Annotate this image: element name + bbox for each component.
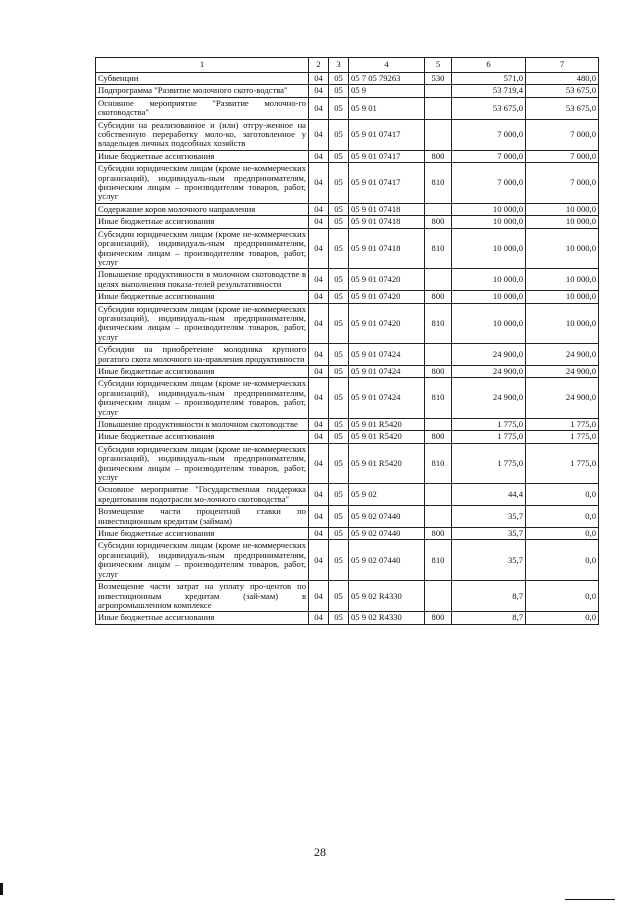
amount-cell: 1 775,0 [526, 419, 599, 431]
section-code-cell: 04 [309, 528, 329, 540]
subsection-code-cell: 05 [329, 228, 349, 269]
target-article-cell: 05 9 01 07418 [349, 216, 425, 228]
table-row [96, 291, 599, 303]
column-header: 4 [349, 58, 425, 73]
row-name-cell: Иные бюджетные ассигнования [96, 150, 309, 162]
expense-type-cell [425, 581, 452, 612]
expense-type-cell [425, 344, 452, 366]
row-name-cell: Иные бюджетные ассигнования [96, 291, 309, 303]
table-row [96, 216, 599, 228]
subsection-code-cell: 05 [329, 581, 349, 612]
expense-type-cell [425, 506, 452, 528]
subsection-code-cell: 05 [329, 528, 349, 540]
row-name-cell: Основное мероприятие "Развитие молочно-го скотоводства" [96, 97, 309, 119]
amount-cell: 10 000,0 [452, 291, 526, 303]
target-article-cell: 05 9 01 07424 [349, 365, 425, 377]
target-article-cell: 05 9 01 [349, 97, 425, 119]
amount-cell: 1 775,0 [452, 443, 526, 484]
amount-cell: 53 675,0 [452, 97, 526, 119]
target-article-cell: 05 9 01 07424 [349, 344, 425, 366]
row-name-cell: Возмещение части затрат на уплату про-центов по инвестиционным кредитам (зай-мам) в агропромышленном комплексе [96, 581, 309, 612]
target-article-cell: 05 9 01 R5420 [349, 431, 425, 443]
subsection-code-cell: 05 [329, 73, 349, 85]
amount-cell: 35,7 [452, 506, 526, 528]
section-code-cell: 04 [309, 269, 329, 291]
amount-cell: 24 900,0 [452, 365, 526, 377]
subsection-code-cell: 05 [329, 365, 349, 377]
subsection-code-cell: 05 [329, 291, 349, 303]
subsection-code-cell: 05 [329, 216, 349, 228]
target-article-cell: 05 9 01 R5420 [349, 443, 425, 484]
table-row [96, 540, 599, 581]
row-name-cell: Содержание коров молочного направления [96, 203, 309, 215]
column-header: 2 [309, 58, 329, 73]
target-article-cell: 05 9 02 07440 [349, 528, 425, 540]
table-row [96, 163, 599, 204]
section-code-cell: 04 [309, 97, 329, 119]
amount-cell: 7 000,0 [452, 163, 526, 204]
expense-type-cell: 800 [425, 291, 452, 303]
subsection-code-cell: 05 [329, 419, 349, 431]
amount-cell: 35,7 [452, 540, 526, 581]
table-row [96, 443, 599, 484]
subsection-code-cell: 05 [329, 506, 349, 528]
amount-cell: 0,0 [526, 581, 599, 612]
expense-type-cell [425, 119, 452, 150]
table-row [96, 378, 599, 419]
row-name-cell: Подпрограмма "Развитие молочного ското-водства" [96, 85, 309, 97]
amount-cell: 53 675,0 [526, 97, 599, 119]
expense-type-cell [425, 97, 452, 119]
target-article-cell: 05 9 01 07417 [349, 163, 425, 204]
amount-cell: 1 775,0 [526, 443, 599, 484]
column-header: 6 [452, 58, 526, 73]
row-name-cell: Субсидии юридическим лицам (кроме не-коммерческих организаций), индивидуаль-ным предпринимателям, физическим лицам – производителям товаров, работ, услуг [96, 303, 309, 344]
amount-cell: 10 000,0 [526, 203, 599, 215]
expense-type-cell: 800 [425, 216, 452, 228]
row-name-cell: Субсидии юридическим лицам (кроме не-коммерческих организаций), индивидуаль-ным предпринимателям, физическим лицам – производителям товаров, работ, услуг [96, 228, 309, 269]
subsection-code-cell: 05 [329, 612, 349, 624]
section-code-cell: 04 [309, 303, 329, 344]
table-row [96, 612, 599, 624]
expense-type-cell: 800 [425, 528, 452, 540]
amount-cell: 1 775,0 [452, 431, 526, 443]
target-article-cell: 05 9 02 [349, 484, 425, 506]
section-code-cell: 04 [309, 344, 329, 366]
amount-cell: 1 775,0 [452, 419, 526, 431]
amount-cell: 0,0 [526, 528, 599, 540]
amount-cell: 10 000,0 [526, 303, 599, 344]
page-number: 28 [314, 845, 326, 859]
amount-cell: 8,7 [452, 581, 526, 612]
subsection-code-cell: 05 [329, 119, 349, 150]
row-name-cell: Субсидии юридическим лицам (кроме не-коммерческих организаций), индивидуаль-ным предпринимателям, физическим лицам – производителям товаров, работ, услуг [96, 378, 309, 419]
amount-cell: 1 775,0 [526, 431, 599, 443]
row-name-cell: Возмещение части процентной ставки по инвестиционным кредитам (займам) [96, 506, 309, 528]
amount-cell: 24 900,0 [452, 378, 526, 419]
target-article-cell: 05 9 02 R4330 [349, 581, 425, 612]
subsection-code-cell: 05 [329, 344, 349, 366]
subsection-code-cell: 05 [329, 150, 349, 162]
subsection-code-cell: 05 [329, 484, 349, 506]
target-article-cell: 05 9 01 07418 [349, 228, 425, 269]
table-row [96, 203, 599, 215]
scan-edge-mark [0, 883, 3, 895]
row-name-cell: Субсидии юридическим лицам (кроме не-коммерческих организаций), индивидуаль-ным предпринимателям, физическим лицам – производителям товаров, работ, услуг [96, 163, 309, 204]
subsection-code-cell: 05 [329, 431, 349, 443]
column-header: 5 [425, 58, 452, 73]
target-article-cell: 05 7 05 79263 [349, 73, 425, 85]
amount-cell: 7 000,0 [526, 119, 599, 150]
row-name-cell: Повышение продуктивности в молочном скотоводстве в целях выполнения показа-телей результативности [96, 269, 309, 291]
section-code-cell: 04 [309, 484, 329, 506]
amount-cell: 53 675,0 [526, 85, 599, 97]
section-code-cell: 04 [309, 581, 329, 612]
section-code-cell: 04 [309, 506, 329, 528]
expense-type-cell: 800 [425, 365, 452, 377]
table-row [96, 419, 599, 431]
amount-cell: 35,7 [452, 528, 526, 540]
section-code-cell: 04 [309, 119, 329, 150]
target-article-cell: 05 9 01 07418 [349, 203, 425, 215]
expense-type-cell: 800 [425, 431, 452, 443]
row-name-cell: Иные бюджетные ассигнования [96, 365, 309, 377]
expense-type-cell [425, 269, 452, 291]
subsection-code-cell: 05 [329, 97, 349, 119]
target-article-cell: 05 9 [349, 85, 425, 97]
column-header: 3 [329, 58, 349, 73]
target-article-cell: 05 9 01 07417 [349, 119, 425, 150]
expense-type-cell: 530 [425, 73, 452, 85]
section-code-cell: 04 [309, 73, 329, 85]
section-code-cell: 04 [309, 228, 329, 269]
amount-cell: 24 900,0 [526, 365, 599, 377]
budget-table [95, 57, 599, 625]
row-name-cell: Субвенции [96, 73, 309, 85]
target-article-cell: 05 9 01 07420 [349, 303, 425, 344]
amount-cell: 24 900,0 [452, 344, 526, 366]
table-row [96, 119, 599, 150]
table-row [96, 228, 599, 269]
amount-cell: 7 000,0 [526, 150, 599, 162]
target-article-cell: 05 9 01 R5420 [349, 419, 425, 431]
amount-cell: 10 000,0 [526, 228, 599, 269]
expense-type-cell [425, 85, 452, 97]
expense-type-cell: 800 [425, 150, 452, 162]
expense-type-cell [425, 419, 452, 431]
amount-cell: 10 000,0 [452, 203, 526, 215]
section-code-cell: 04 [309, 419, 329, 431]
table-row [96, 73, 599, 85]
table-header-row [96, 58, 599, 73]
amount-cell: 10 000,0 [452, 303, 526, 344]
column-header: 7 [526, 58, 599, 73]
amount-cell: 480,0 [526, 73, 599, 85]
subsection-code-cell: 05 [329, 203, 349, 215]
row-name-cell: Иные бюджетные ассигнования [96, 528, 309, 540]
expense-type-cell: 810 [425, 303, 452, 344]
table-row [96, 150, 599, 162]
table-row [96, 85, 599, 97]
row-name-cell: Субсидии на приобретение молодняка крупного рогатого скота молочного на-правления продуктивности [96, 344, 309, 366]
table-row [96, 484, 599, 506]
row-name-cell: Основное мероприятие "Государственная поддержка кредитования подотрасли мо-лочного скотоводства" [96, 484, 309, 506]
subsection-code-cell: 05 [329, 85, 349, 97]
amount-cell: 44,4 [452, 484, 526, 506]
row-name-cell: Субсидии юридическим лицам (кроме не-коммерческих организаций), индивидуаль-ным предпринимателям, физическим лицам – производителям товаров, работ, услуг [96, 443, 309, 484]
section-code-cell: 04 [309, 365, 329, 377]
row-name-cell: Иные бюджетные ассигнования [96, 431, 309, 443]
section-code-cell: 04 [309, 163, 329, 204]
table-row [96, 97, 599, 119]
expense-type-cell: 810 [425, 540, 452, 581]
row-name-cell: Субсидии на реализованное и (или) отгру-женное на собственную переработку моло-ко, заготовленное у владельцев личных подсобных хозяйств [96, 119, 309, 150]
amount-cell: 571,0 [452, 73, 526, 85]
row-name-cell: Повышение продуктивности в молочном скотоводстве [96, 419, 309, 431]
section-code-cell: 04 [309, 612, 329, 624]
target-article-cell: 05 9 01 07420 [349, 291, 425, 303]
amount-cell: 10 000,0 [526, 216, 599, 228]
expense-type-cell: 810 [425, 443, 452, 484]
footer-rule [565, 899, 615, 900]
target-article-cell: 05 9 01 07417 [349, 150, 425, 162]
amount-cell: 24 900,0 [526, 378, 599, 419]
amount-cell: 0,0 [526, 484, 599, 506]
target-article-cell: 05 9 02 07440 [349, 540, 425, 581]
column-header: 1 [96, 58, 309, 73]
section-code-cell: 04 [309, 540, 329, 581]
amount-cell: 24 900,0 [526, 344, 599, 366]
section-code-cell: 04 [309, 203, 329, 215]
amount-cell: 7 000,0 [452, 150, 526, 162]
table-row [96, 269, 599, 291]
amount-cell: 10 000,0 [452, 216, 526, 228]
amount-cell: 10 000,0 [452, 228, 526, 269]
subsection-code-cell: 05 [329, 303, 349, 344]
section-code-cell: 04 [309, 85, 329, 97]
amount-cell: 7 000,0 [452, 119, 526, 150]
expense-type-cell: 810 [425, 163, 452, 204]
table-row [96, 365, 599, 377]
table-row [96, 581, 599, 612]
amount-cell: 7 000,0 [526, 163, 599, 204]
amount-cell: 8,7 [452, 612, 526, 624]
expense-type-cell: 800 [425, 612, 452, 624]
amount-cell: 0,0 [526, 612, 599, 624]
row-name-cell: Иные бюджетные ассигнования [96, 216, 309, 228]
expense-type-cell: 810 [425, 228, 452, 269]
subsection-code-cell: 05 [329, 163, 349, 204]
amount-cell: 10 000,0 [526, 291, 599, 303]
section-code-cell: 04 [309, 431, 329, 443]
table-row [96, 506, 599, 528]
section-code-cell: 04 [309, 216, 329, 228]
document-page [95, 57, 598, 625]
amount-cell: 10 000,0 [526, 269, 599, 291]
amount-cell: 0,0 [526, 506, 599, 528]
amount-cell: 10 000,0 [452, 269, 526, 291]
subsection-code-cell: 05 [329, 443, 349, 484]
section-code-cell: 04 [309, 291, 329, 303]
table-row [96, 303, 599, 344]
subsection-code-cell: 05 [329, 540, 349, 581]
amount-cell: 53 719,4 [452, 85, 526, 97]
table-row [96, 431, 599, 443]
expense-type-cell: 810 [425, 378, 452, 419]
section-code-cell: 04 [309, 378, 329, 419]
target-article-cell: 05 9 01 07424 [349, 378, 425, 419]
section-code-cell: 04 [309, 443, 329, 484]
expense-type-cell [425, 484, 452, 506]
target-article-cell: 05 9 02 07440 [349, 506, 425, 528]
table-row [96, 528, 599, 540]
subsection-code-cell: 05 [329, 378, 349, 419]
target-article-cell: 05 9 01 07420 [349, 269, 425, 291]
subsection-code-cell: 05 [329, 269, 349, 291]
target-article-cell: 05 9 02 R4330 [349, 612, 425, 624]
expense-type-cell [425, 203, 452, 215]
row-name-cell: Иные бюджетные ассигнования [96, 612, 309, 624]
amount-cell: 0,0 [526, 540, 599, 581]
table-row [96, 344, 599, 366]
section-code-cell: 04 [309, 150, 329, 162]
row-name-cell: Субсидии юридическим лицам (кроме не-коммерческих организаций), индивидуаль-ным предпринимателям, физическим лицам – производителям товаров, работ, услуг [96, 540, 309, 581]
